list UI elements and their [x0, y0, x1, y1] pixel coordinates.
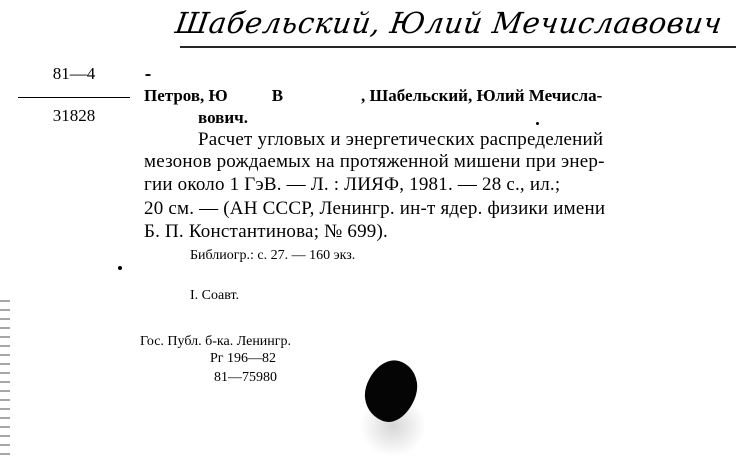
description-line: Расчет угловых и энергетических распределений [198, 129, 604, 150]
handwritten-underline [180, 46, 736, 48]
entry-heading [144, 86, 602, 106]
card-edge-wear [0, 300, 10, 457]
library-name: Гос. Публ. б-ка. Ленингр. [140, 334, 292, 349]
handwritten-author-name: Шабельский, Юлий Мечиславович [173, 6, 725, 40]
ink-speck [118, 266, 122, 270]
ink-speck [536, 122, 539, 125]
description-line: мезонов рождаемых на протяженной мишени при энер- [144, 151, 605, 172]
description-line: гии около 1 ГэВ. — Л. : ЛИЯФ, 1981. — 28 с., ил.; [144, 174, 561, 195]
ink-speck [145, 74, 151, 76]
shelfmark-bottom: 31828 [52, 106, 96, 125]
heading-surname: Петров, Ю [144, 86, 228, 105]
heading-continuation: вович. [198, 108, 248, 127]
coauthor-tracing: I. Соавт. [190, 288, 240, 303]
library-code: Рг 196—82 [210, 351, 277, 366]
heading-initial: В [271, 86, 284, 105]
shelfmark-top: 81—4 [52, 64, 96, 83]
library-number: 81—75980 [214, 370, 277, 385]
description-line: 20 см. — (АН СССР, Ленингр. ин-т ядер. физики имени [144, 198, 606, 219]
shelfmark-divider [18, 97, 130, 98]
heading-coauthor: , Шабельский, Юлий Мечисла- [361, 86, 603, 105]
description-line: Б. П. Константинова; № 699). [144, 221, 388, 242]
bibliography-note: Библиогр.: с. 27. — 160 экз. [190, 248, 356, 263]
